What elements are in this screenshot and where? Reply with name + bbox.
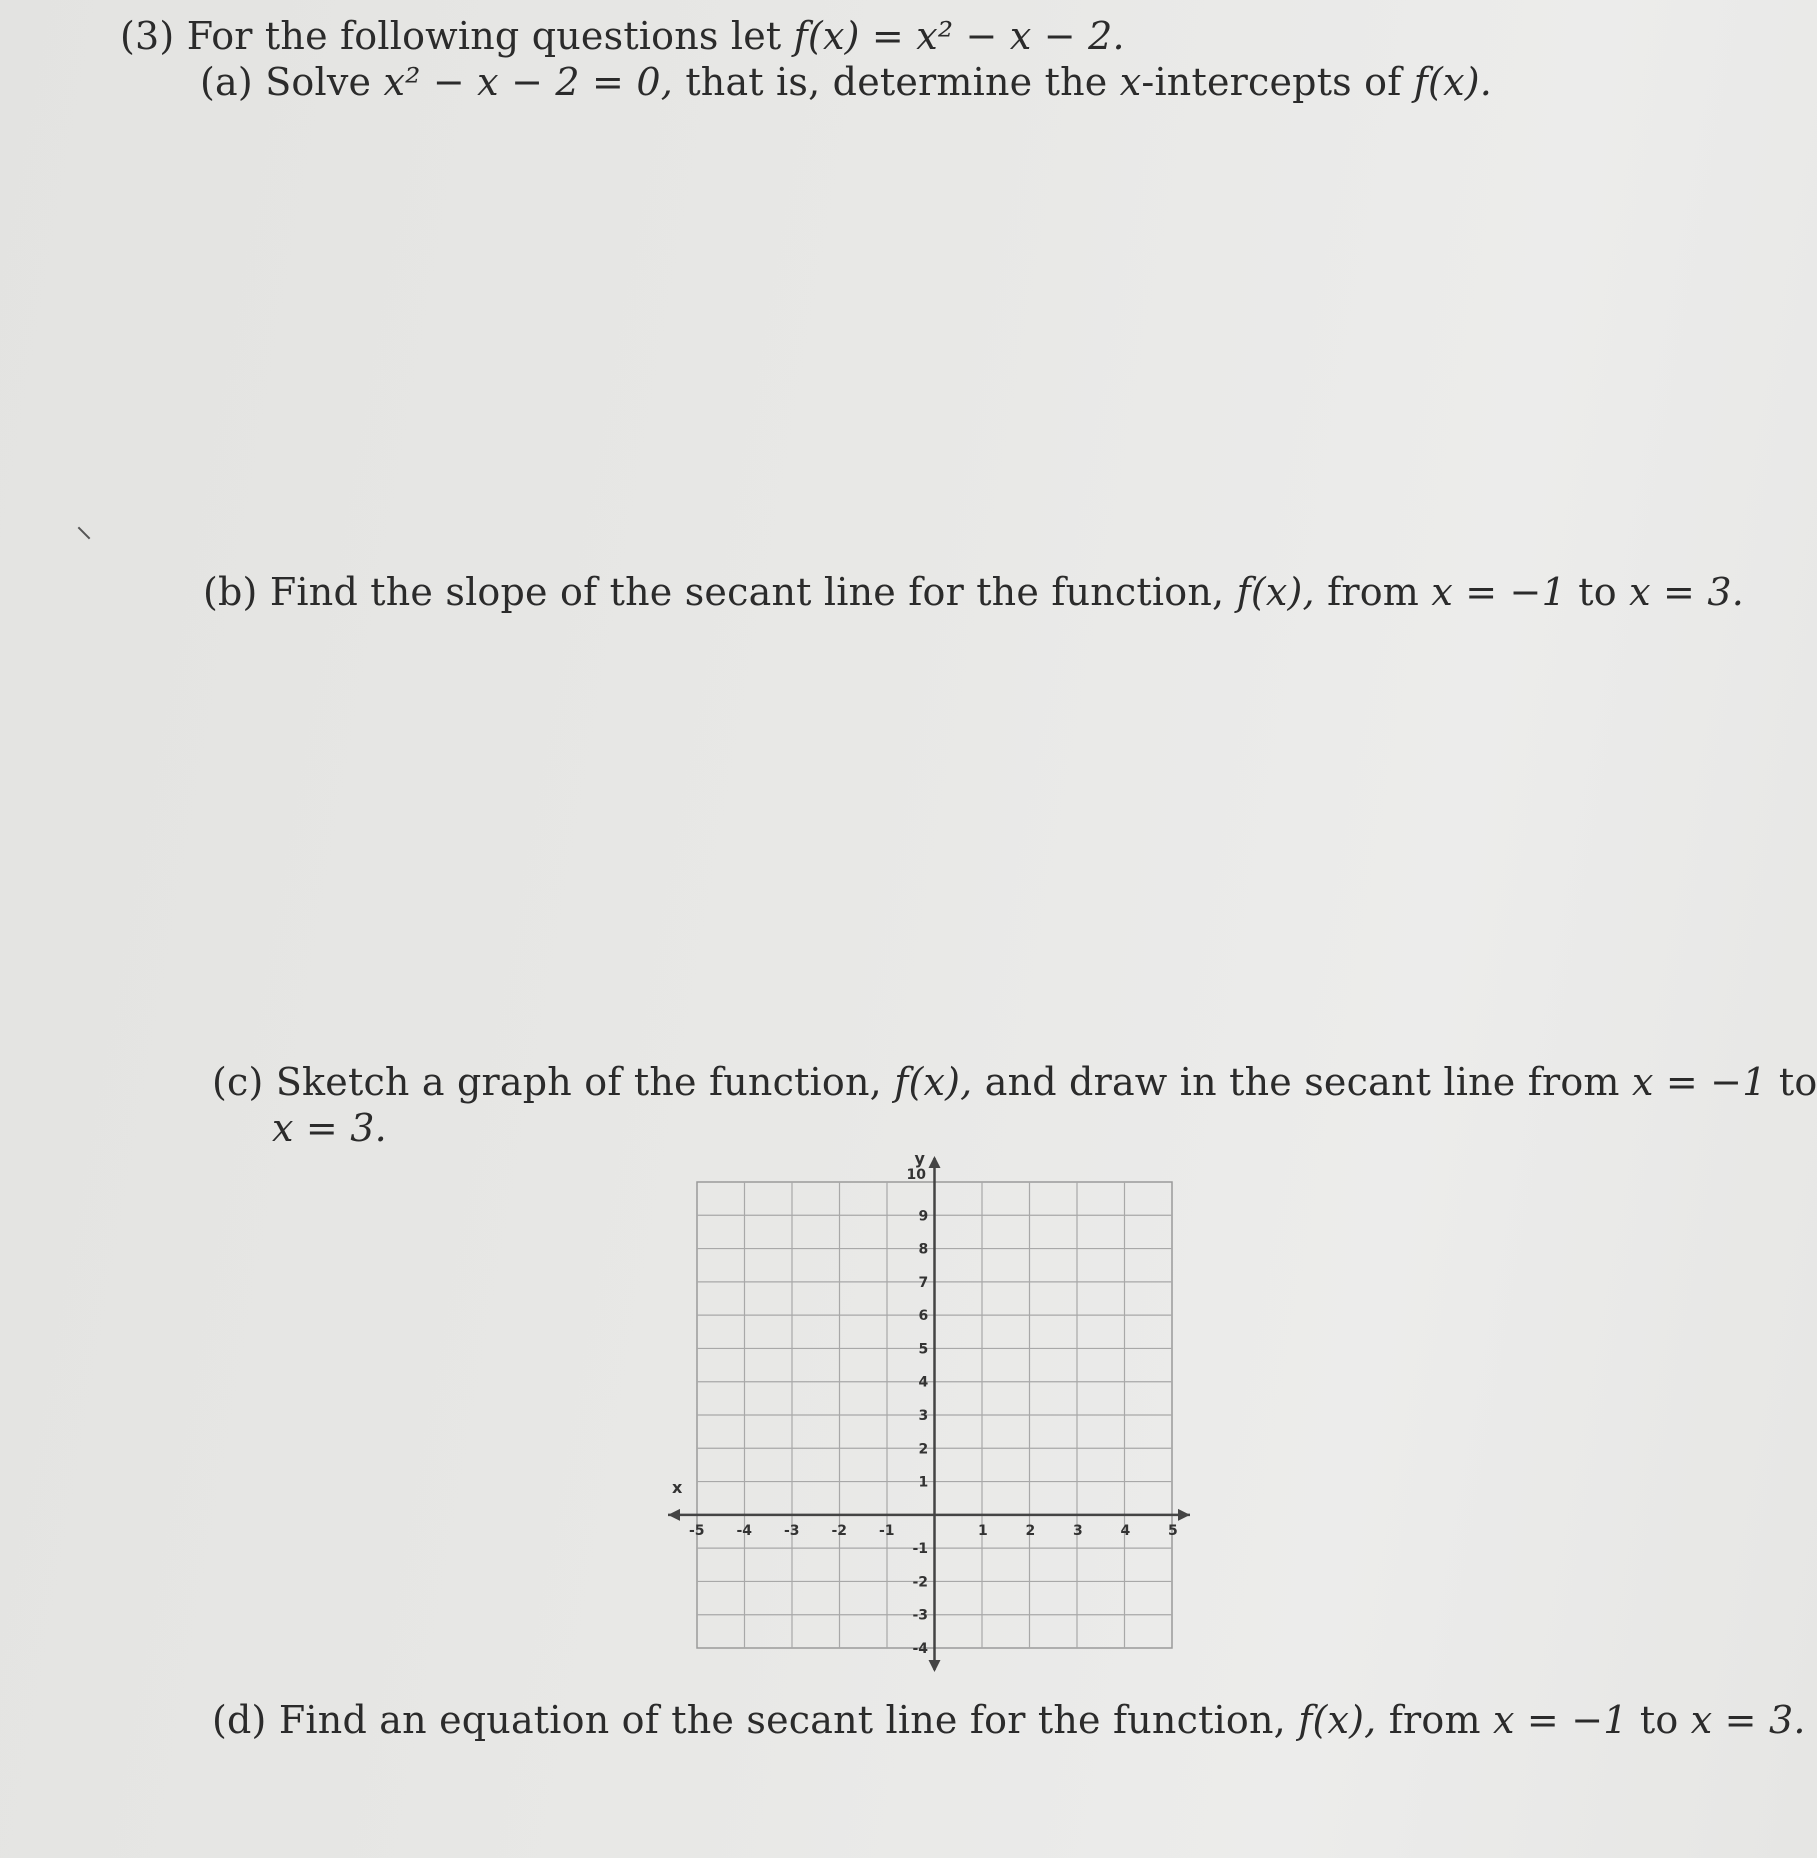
y-tick-label: 4 bbox=[918, 1374, 929, 1391]
x-axis-arrow-left bbox=[668, 1509, 680, 1521]
y-tick-label: -2 bbox=[912, 1574, 929, 1591]
x-tick-label: 3 bbox=[1073, 1522, 1083, 1539]
pencil-mark bbox=[78, 527, 91, 540]
y-axis-label: y bbox=[914, 1149, 925, 1168]
part-d bbox=[212, 1698, 1806, 1742]
part-d-from: from bbox=[1388, 1698, 1481, 1742]
part-b-x1: x = −1 bbox=[1431, 570, 1566, 614]
question-number: (3) bbox=[120, 14, 175, 58]
part-d-text: Find an equation of the secant line for the function, bbox=[278, 1698, 1286, 1742]
part-a-verb: Solve bbox=[265, 60, 372, 104]
y-axis-arrow-up bbox=[929, 1156, 941, 1168]
part-d-label: (d) bbox=[212, 1698, 267, 1742]
x-tick-label: 4 bbox=[1120, 1522, 1131, 1539]
part-c bbox=[212, 1060, 1817, 1104]
y-tick-label: 9 bbox=[918, 1208, 929, 1225]
x-tick-label: -2 bbox=[831, 1522, 848, 1539]
part-c-func: f(x), bbox=[894, 1060, 973, 1104]
coordinate-grid bbox=[650, 1140, 1210, 1680]
x-axis-label: x bbox=[672, 1477, 683, 1497]
part-a-label: (a) bbox=[200, 60, 253, 104]
part-d-func: f(x), bbox=[1298, 1698, 1377, 1742]
part-d-x2: x = 3. bbox=[1690, 1698, 1806, 1742]
part-a-func: f(x). bbox=[1413, 60, 1493, 104]
part-b-text: Find the slope of the secant line for the function, bbox=[269, 570, 1225, 614]
x-tick-label: 2 bbox=[1025, 1522, 1036, 1539]
question-3-header bbox=[120, 14, 1125, 58]
part-c-text1: Sketch a graph of the function, bbox=[275, 1060, 882, 1104]
part-b-to: to bbox=[1578, 570, 1617, 614]
part-a bbox=[200, 60, 1492, 104]
part-b bbox=[203, 570, 1744, 614]
x-tick-label: -5 bbox=[689, 1522, 705, 1539]
y-tick-label: 7 bbox=[918, 1274, 929, 1291]
y-tick-label: 8 bbox=[918, 1241, 929, 1258]
x-tick-label: 5 bbox=[1168, 1522, 1178, 1539]
x-axis-arrow-right bbox=[1178, 1509, 1190, 1521]
part-b-from: from bbox=[1327, 570, 1420, 614]
y-tick-label: 6 bbox=[918, 1308, 929, 1325]
part-c-x1: x = −1 bbox=[1631, 1060, 1767, 1104]
part-c-x2: x = 3. bbox=[272, 1106, 387, 1150]
part-a-middle: that is, determine the bbox=[685, 60, 1108, 104]
part-a-equation: x² − x − 2 = 0, bbox=[383, 60, 674, 104]
x-tick-label: -1 bbox=[879, 1522, 895, 1539]
coordinate-grid-svg bbox=[650, 1140, 1210, 1680]
y-tick-label: 3 bbox=[918, 1408, 929, 1424]
part-c-text2: and draw in the secant line from bbox=[984, 1060, 1620, 1104]
part-b-label: (b) bbox=[203, 570, 258, 614]
y-tick-label: -3 bbox=[912, 1607, 929, 1624]
part-b-func: f(x), bbox=[1236, 570, 1315, 614]
part-a-var: x bbox=[1119, 60, 1142, 104]
part-a-tail: -intercepts of bbox=[1141, 60, 1402, 104]
part-c-to: to bbox=[1778, 1060, 1817, 1104]
function-definition: f(x) = x² − x − 2. bbox=[793, 14, 1125, 58]
part-c-label: (c) bbox=[212, 1060, 264, 1104]
y-tick-label: 2 bbox=[918, 1441, 929, 1458]
x-tick-label: -4 bbox=[736, 1522, 753, 1539]
part-d-x1: x = −1 bbox=[1492, 1698, 1628, 1742]
y-tick-label: -1 bbox=[912, 1541, 929, 1558]
y-tick-label: -4 bbox=[912, 1641, 929, 1657]
x-tick-label: 1 bbox=[978, 1522, 988, 1539]
part-d-to: to bbox=[1639, 1698, 1679, 1742]
y-axis-arrow-down bbox=[929, 1660, 941, 1672]
part-b-x2: x = 3. bbox=[1629, 570, 1744, 614]
x-tick-label: -3 bbox=[784, 1522, 800, 1539]
y-tick-label: 10 bbox=[906, 1167, 926, 1183]
question-intro: For the following questions let bbox=[186, 14, 782, 58]
y-tick-label: 5 bbox=[918, 1341, 929, 1358]
part-c-continued bbox=[272, 1106, 387, 1150]
y-tick-label: 1 bbox=[918, 1474, 929, 1491]
